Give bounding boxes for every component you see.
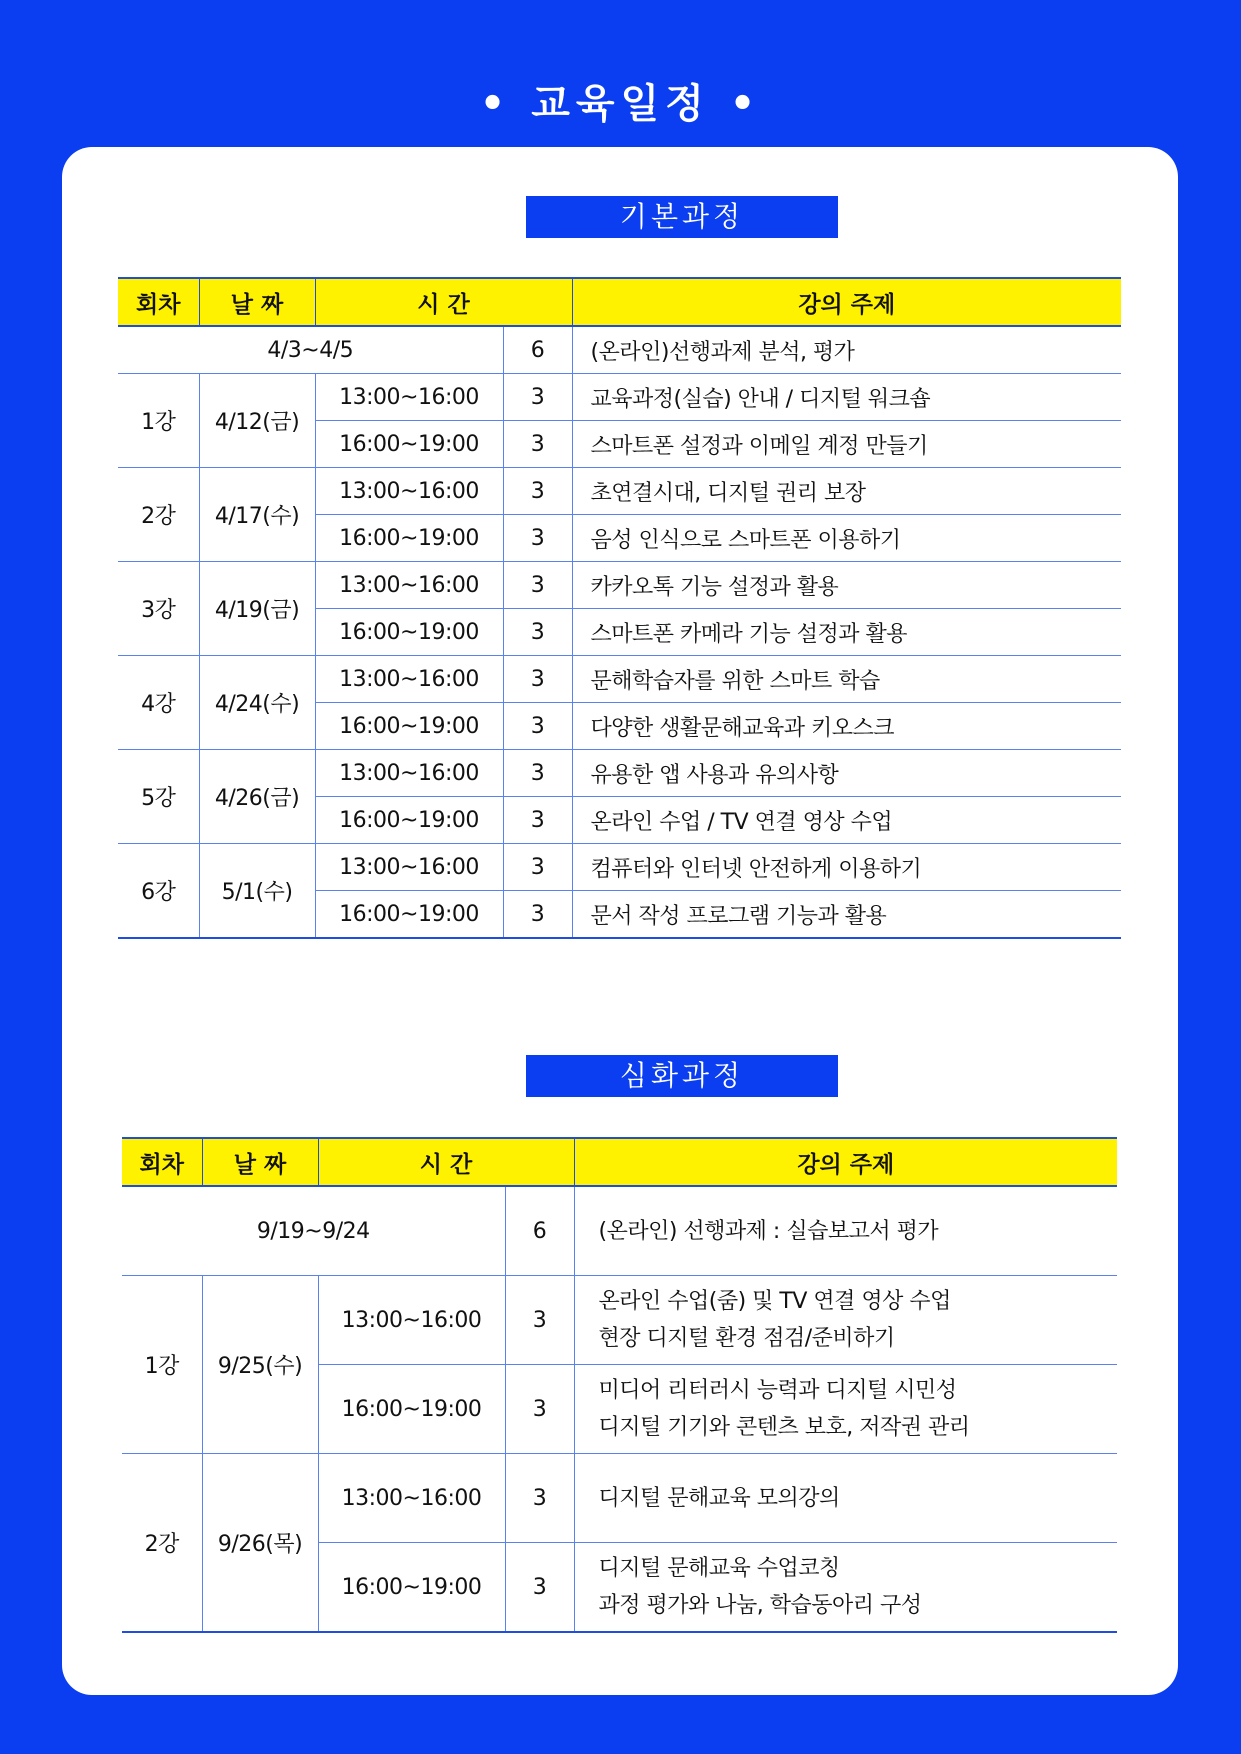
table-row bbox=[122, 1276, 1117, 1365]
session-number: 4강 bbox=[118, 656, 199, 750]
session-time: 13:00~16:00 bbox=[315, 468, 503, 515]
page-title: • 교육일정 • bbox=[479, 81, 762, 127]
session-date: 9/25(수) bbox=[202, 1276, 318, 1454]
topic-line: 디지털 기기와 콘텐츠 보호, 저작권 관리 bbox=[598, 1415, 970, 1440]
session-date: 9/26(목) bbox=[202, 1454, 318, 1633]
session-topic bbox=[574, 1454, 1117, 1543]
session-time: 16:00~19:00 bbox=[315, 797, 503, 844]
session-hours: 3 bbox=[503, 656, 572, 703]
session-time: 13:00~16:00 bbox=[315, 656, 503, 703]
session-number: 1강 bbox=[122, 1276, 202, 1454]
header-date: 날 짜 bbox=[202, 1138, 318, 1186]
session-time: 13:00~16:00 bbox=[315, 844, 503, 891]
intro-hours: 6 bbox=[503, 326, 572, 374]
session-hours: 3 bbox=[505, 1543, 574, 1633]
session-time: 16:00~19:00 bbox=[318, 1543, 505, 1633]
session-date: 5/1(수) bbox=[199, 844, 315, 939]
advanced-course-label: 심화과정 bbox=[526, 1055, 838, 1097]
session-time: 16:00~19:00 bbox=[315, 515, 503, 562]
session-date: 4/17(수) bbox=[199, 468, 315, 562]
session-hours: 3 bbox=[505, 1276, 574, 1365]
session-hours: 3 bbox=[503, 515, 572, 562]
session-topic bbox=[574, 1276, 1117, 1365]
session-topic: 음성 인식으로 스마트폰 이용하기 bbox=[572, 515, 1121, 562]
session-hours: 3 bbox=[505, 1454, 574, 1543]
table-row bbox=[118, 562, 1121, 609]
session-time: 16:00~19:00 bbox=[315, 891, 503, 939]
session-time: 16:00~19:00 bbox=[315, 609, 503, 656]
session-topic: 스마트폰 설정과 이메일 계정 만들기 bbox=[572, 421, 1121, 468]
table-row bbox=[122, 1186, 1117, 1276]
table-header-row bbox=[122, 1138, 1117, 1186]
table-row bbox=[122, 1454, 1117, 1543]
session-time: 13:00~16:00 bbox=[318, 1276, 505, 1365]
session-hours: 3 bbox=[503, 797, 572, 844]
session-hours: 3 bbox=[503, 374, 572, 421]
session-hours: 3 bbox=[503, 844, 572, 891]
header-time: 시 간 bbox=[315, 278, 572, 326]
session-time: 16:00~19:00 bbox=[315, 703, 503, 750]
session-topic: 교육과정(실습) 안내 / 디지털 워크숍 bbox=[572, 374, 1121, 421]
table-row bbox=[118, 326, 1121, 374]
session-number: 5강 bbox=[118, 750, 199, 844]
session-date: 4/24(수) bbox=[199, 656, 315, 750]
session-topic: 스마트폰 카메라 기능 설정과 활용 bbox=[572, 609, 1121, 656]
header-session: 회차 bbox=[122, 1138, 202, 1186]
session-time: 16:00~19:00 bbox=[315, 421, 503, 468]
session-topic bbox=[574, 1365, 1117, 1454]
topic-line: 현장 디지털 환경 점검/준비하기 bbox=[598, 1326, 895, 1351]
session-number: 2강 bbox=[122, 1454, 202, 1633]
topic-line: 디지털 문해교육 수업코칭 bbox=[598, 1556, 840, 1581]
table-row bbox=[118, 750, 1121, 797]
session-topic: 문서 작성 프로그램 기능과 활용 bbox=[572, 891, 1121, 939]
intro-topic: (온라인) 선행과제 : 실습보고서 평가 bbox=[574, 1186, 1117, 1276]
session-number: 3강 bbox=[118, 562, 199, 656]
session-date: 4/19(금) bbox=[199, 562, 315, 656]
session-number: 2강 bbox=[118, 468, 199, 562]
session-topic: 다양한 생활문해교육과 키오스크 bbox=[572, 703, 1121, 750]
basic-course-label: 기본과정 bbox=[526, 196, 838, 238]
session-topic: 온라인 수업 / TV 연결 영상 수업 bbox=[572, 797, 1121, 844]
intro-dates: 9/19~9/24 bbox=[122, 1186, 505, 1276]
table-row bbox=[118, 844, 1121, 891]
session-date: 4/26(금) bbox=[199, 750, 315, 844]
header-topic: 강의 주제 bbox=[574, 1138, 1117, 1186]
session-topic bbox=[574, 1543, 1117, 1633]
session-hours: 3 bbox=[503, 703, 572, 750]
advanced-course-table bbox=[122, 1137, 1117, 1633]
topic-line: 온라인 수업(줌) 및 TV 연결 영상 수업 bbox=[598, 1289, 951, 1314]
session-topic: 컴퓨터와 인터넷 안전하게 이용하기 bbox=[572, 844, 1121, 891]
session-hours: 3 bbox=[503, 891, 572, 939]
intro-dates: 4/3~4/5 bbox=[118, 326, 503, 374]
table-row bbox=[118, 468, 1121, 515]
session-topic: 카카오톡 기능 설정과 활용 bbox=[572, 562, 1121, 609]
table-row bbox=[118, 656, 1121, 703]
session-time: 13:00~16:00 bbox=[318, 1454, 505, 1543]
session-number: 1강 bbox=[118, 374, 199, 468]
header-date: 날 짜 bbox=[199, 278, 315, 326]
topic-line: 과정 평가와 나눔, 학습동아리 구성 bbox=[598, 1593, 922, 1618]
session-date: 4/12(금) bbox=[199, 374, 315, 468]
intro-topic: (온라인)선행과제 분석, 평가 bbox=[572, 326, 1121, 374]
session-time: 13:00~16:00 bbox=[315, 750, 503, 797]
session-topic: 문해학습자를 위한 스마트 학습 bbox=[572, 656, 1121, 703]
session-hours: 3 bbox=[503, 468, 572, 515]
header-time: 시 간 bbox=[318, 1138, 574, 1186]
session-time: 13:00~16:00 bbox=[315, 374, 503, 421]
session-number: 6강 bbox=[118, 844, 199, 939]
session-time: 16:00~19:00 bbox=[318, 1365, 505, 1454]
session-hours: 3 bbox=[503, 421, 572, 468]
session-time: 13:00~16:00 bbox=[315, 562, 503, 609]
header-topic: 강의 주제 bbox=[572, 278, 1121, 326]
session-hours: 3 bbox=[505, 1365, 574, 1454]
table-header-row bbox=[118, 278, 1121, 326]
header-session: 회차 bbox=[118, 278, 199, 326]
session-hours: 3 bbox=[503, 750, 572, 797]
basic-course-table bbox=[118, 277, 1121, 939]
session-hours: 3 bbox=[503, 609, 572, 656]
session-hours: 3 bbox=[503, 562, 572, 609]
session-topic: 유용한 앱 사용과 유의사항 bbox=[572, 750, 1121, 797]
topic-line: 미디어 리터러시 능력과 디지털 시민성 bbox=[598, 1378, 957, 1403]
table-row bbox=[118, 374, 1121, 421]
intro-hours: 6 bbox=[505, 1186, 574, 1276]
session-topic: 초연결시대, 디지털 권리 보장 bbox=[572, 468, 1121, 515]
topic-line: 디지털 문해교육 모의강의 bbox=[598, 1485, 840, 1511]
